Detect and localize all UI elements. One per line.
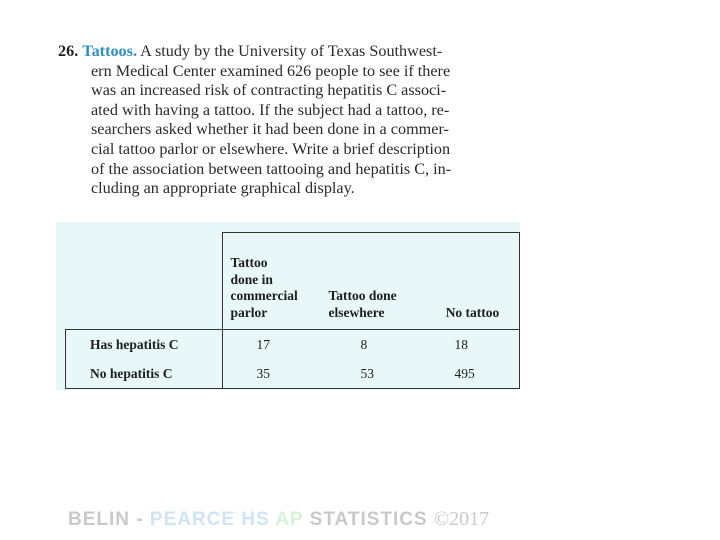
footer-part: STATISTICS xyxy=(303,509,434,530)
column-header-elsewhere xyxy=(329,233,427,330)
footer-part: PEARCE HS xyxy=(149,509,270,530)
problem-text-line: cluding an appropriate graphical display. xyxy=(91,179,355,198)
row-label-no-hepatitis: No hepatitis C xyxy=(66,359,223,389)
problem-title: Tattoos. xyxy=(82,42,137,60)
column-header-line: parlor xyxy=(230,304,268,320)
table-cell: 495 xyxy=(427,359,520,389)
column-header-line: elsewhere xyxy=(328,304,385,320)
problem-line-1 xyxy=(58,42,528,62)
table-row xyxy=(66,330,520,360)
problem-text-line: searchers asked whether it had been done in a commer- xyxy=(91,120,449,139)
problem-text-line: was an increased risk of contracting hepatitis C associ- xyxy=(91,81,447,100)
contingency-table xyxy=(65,232,520,389)
footer-copyright: ©2017 xyxy=(433,508,490,530)
column-header-line: Tattoo xyxy=(230,255,268,270)
column-header-line: Tattoo done xyxy=(328,288,397,303)
footer-part: BELIN - xyxy=(68,509,150,530)
table-header-row xyxy=(66,233,520,330)
problem-text-line: of the association between tattooing and hepatitis C, in- xyxy=(91,159,452,178)
row-label-has-hepatitis: Has hepatitis C xyxy=(66,330,223,360)
table-cell: 18 xyxy=(427,330,520,360)
table-corner xyxy=(66,233,223,330)
problem-text xyxy=(58,42,528,199)
column-header-line: commercial xyxy=(230,288,298,303)
problem-text-line: A study by the University of Texas Southwest- xyxy=(140,42,443,60)
table-cell: 17 xyxy=(222,330,329,360)
table-cell: 53 xyxy=(329,359,427,389)
table-cell: 8 xyxy=(329,330,427,360)
problem-text-line: cial tattoo parlor or elsewhere. Write a brief description xyxy=(91,139,451,158)
column-header-line: done in xyxy=(230,271,273,287)
column-header-line: No tattoo xyxy=(445,304,500,320)
problem-number: 26. xyxy=(58,42,79,60)
column-header-commercial-parlor xyxy=(222,233,329,330)
column-header-no-tattoo xyxy=(427,233,520,330)
footer-watermark xyxy=(68,508,489,531)
table-row xyxy=(66,359,520,389)
problem-text-line: ern Medical Center examined 626 people to see if there xyxy=(91,61,451,80)
footer-part: AP xyxy=(269,509,304,530)
table-cell: 35 xyxy=(222,359,329,389)
problem-text-line: ated with having a tattoo. If the subject had a tattoo, re- xyxy=(91,100,450,119)
